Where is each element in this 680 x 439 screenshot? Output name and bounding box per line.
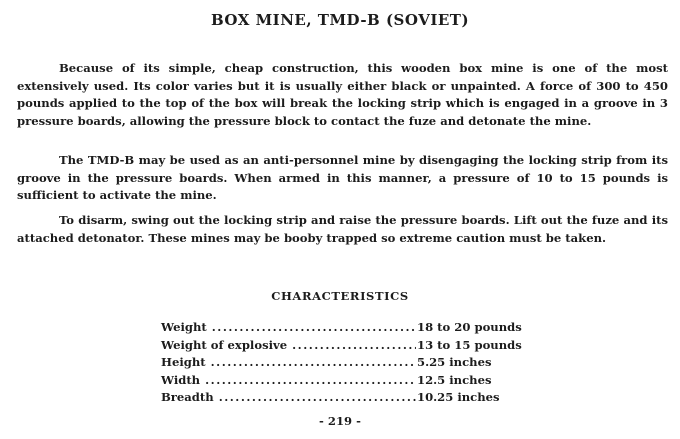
characteristic-label: Width [161, 372, 201, 387]
characteristic-row-weight [161, 319, 531, 337]
page-number: - 219 - [319, 414, 361, 428]
dot-leader [219, 389, 416, 407]
paragraph-description: Because of its simple, cheap construction, this wooden box mine is one of the most extensively used. Its color varies but it is usually either black or unpainted. A force of 300 to 450 pounds applied to the top of the box will break the locking strip which is engaged in a groove in 3 pressure boards, allowing the pressure block to contact the fuze and detonate the mine. [17, 61, 668, 128]
characteristic-row-weight-of-explosive [161, 337, 531, 355]
characteristic-value: 18 to 20 pounds [417, 320, 522, 334]
characteristic-row-width [161, 372, 531, 390]
dot-leader [212, 319, 416, 337]
characteristics-heading: CHARACTERISTICS [271, 289, 409, 303]
characteristic-label: Weight of explosive [161, 337, 288, 352]
characteristic-row-breadth [161, 389, 531, 407]
dot-leader [292, 337, 416, 355]
characteristic-value: 10.25 inches [417, 390, 500, 404]
characteristic-label: Weight [161, 320, 207, 334]
dot-leader [205, 372, 416, 390]
characteristic-label: Height [161, 355, 206, 369]
characteristic-row-height [161, 354, 531, 372]
dot-leader [211, 354, 416, 372]
paragraph-anti-personnel-use: The TMD-B may be used as an anti-personnel mine by disengaging the locking strip from its groove in the pressure boards. When armed in this manner, a pressure of 10 to 15 pounds is sufficient to activate the mine. [17, 153, 668, 203]
characteristic-label: Breadth [161, 390, 214, 404]
characteristic-value: 13 to 15 pounds [417, 337, 522, 352]
page-title: BOX MINE, TMD-B (SOVIET) [210, 11, 470, 29]
characteristic-value: 12.5 inches [417, 372, 492, 387]
characteristics-table [161, 319, 531, 407]
paragraph-disarm-instructions: To disarm, swing out the locking strip and raise the pressure boards. Lift out the fuze and its attached detonator. These mines may be booby trapped so extreme caution must be taken. [17, 213, 668, 245]
characteristic-value: 5.25 inches [417, 355, 492, 369]
